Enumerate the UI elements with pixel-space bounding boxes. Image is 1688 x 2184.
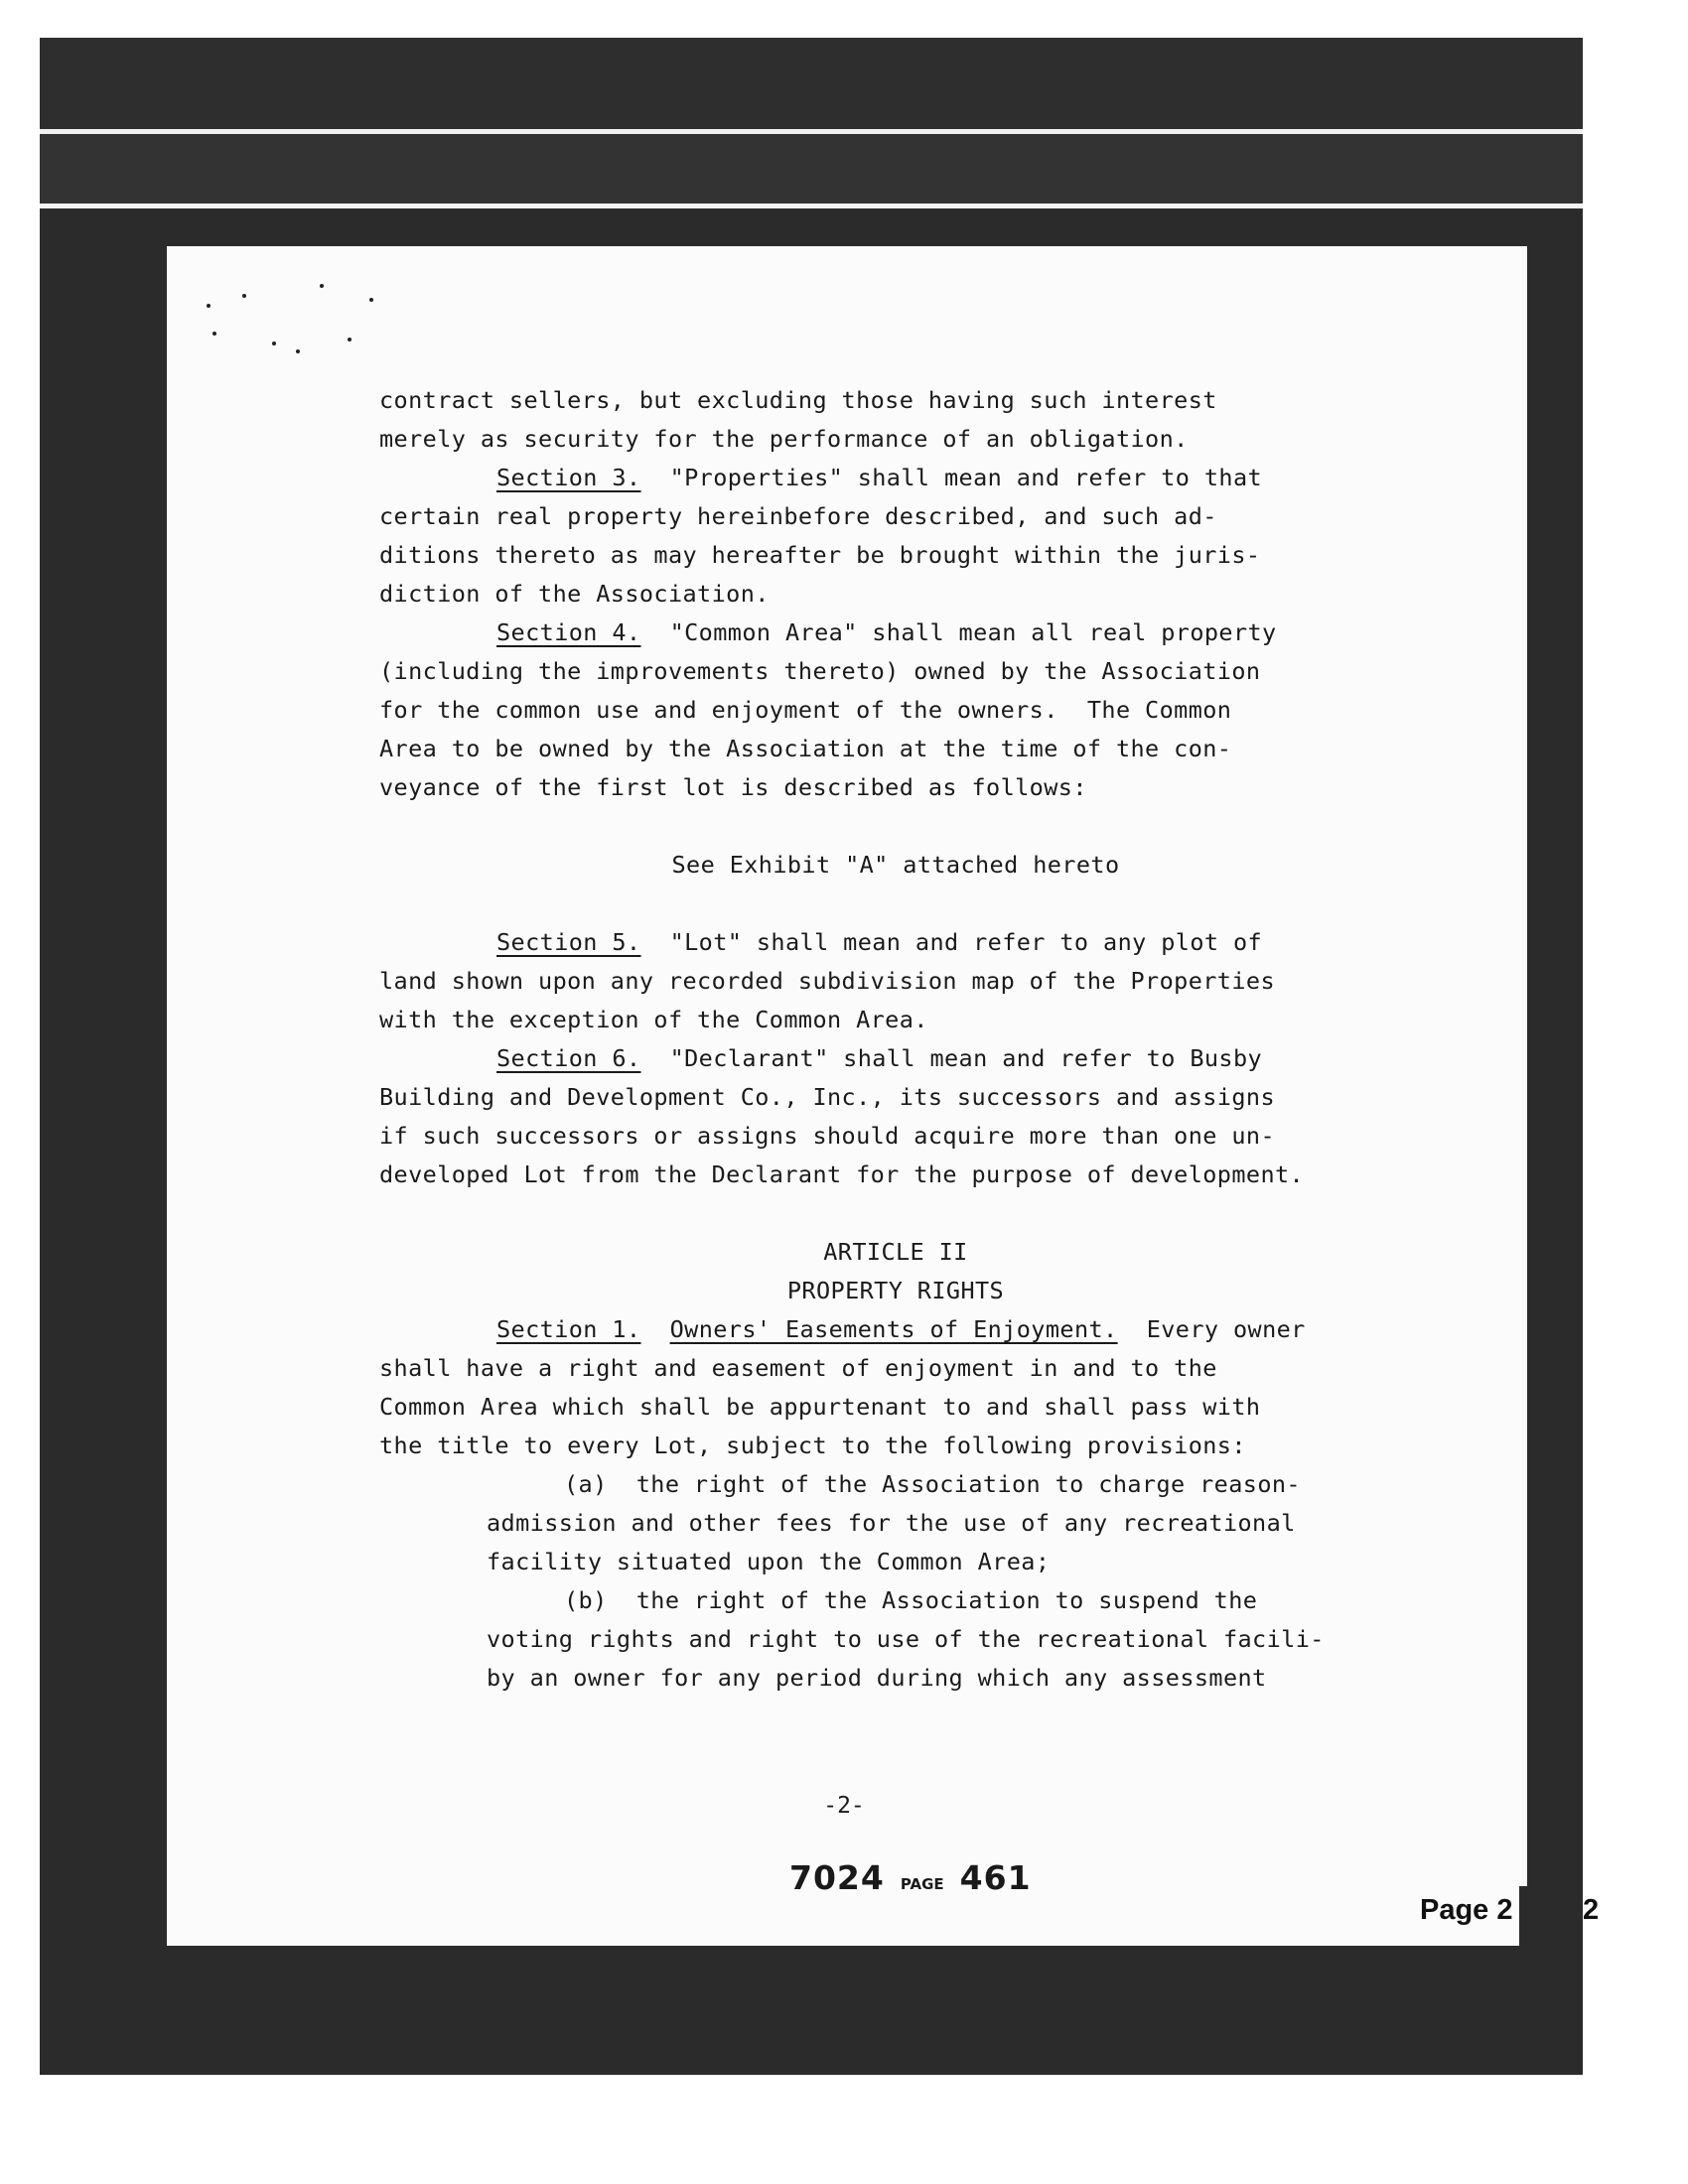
page-stamp-tail: 2 xyxy=(1583,1894,1600,1926)
article-title: PROPERTY RIGHTS xyxy=(786,1277,1005,1304)
book-page-reference xyxy=(789,1858,1032,1897)
scan-speckle xyxy=(207,304,211,308)
section-5 xyxy=(379,923,1412,962)
book-page-number: 461 xyxy=(959,1858,1032,1897)
text-line: land shown upon any recorded subdivision map of the Properties xyxy=(379,967,1275,995)
section-label: Section 3. xyxy=(496,464,641,491)
text-line: (including the improvements thereto) owned by the Association xyxy=(379,657,1261,685)
section-3 xyxy=(379,459,1412,497)
text-line: by an owner for any period during which any assessment xyxy=(487,1664,1267,1692)
section-label: Section 1. xyxy=(496,1315,641,1343)
text-line: shall have a right and easement of enjoyment in and to the xyxy=(379,1354,1217,1382)
text-line: veyance of the first lot is described as follows: xyxy=(379,773,1087,801)
provision-b: (b) the right of the Association to suspend the xyxy=(564,1586,1258,1614)
section-text: "Common Area" shall mean all real property xyxy=(640,618,1277,646)
text-line: facility situated upon the Common Area; xyxy=(487,1548,1051,1575)
text-line: with the exception of the Common Area. xyxy=(379,1006,928,1033)
text-line: for the common use and enjoyment of the owners. The Common xyxy=(379,696,1232,724)
text-line: the title to every Lot, subject to the following provisions: xyxy=(379,1432,1246,1459)
section-text: "Properties" shall mean and refer to that xyxy=(640,464,1263,491)
scan-speckle xyxy=(242,294,246,298)
book-page-word: PAGE xyxy=(900,1875,944,1893)
text-line: Building and Development Co., Inc., its successors and assigns xyxy=(379,1083,1275,1111)
text-line: Common Area which shall be appurtenant to and shall pass with xyxy=(379,1393,1261,1421)
scan-speckle xyxy=(296,349,300,353)
article-number: ARTICLE II xyxy=(823,1238,968,1266)
scan-speckle xyxy=(212,332,216,336)
section-label: Section 6. xyxy=(496,1044,641,1072)
text-line: if such successors or assigns should acquire more than one un- xyxy=(379,1122,1275,1150)
book-number: 7024 xyxy=(789,1858,885,1897)
text-line: admission and other fees for the use of any recreational xyxy=(487,1509,1296,1537)
article-2-section-1 xyxy=(379,1310,1412,1349)
text-line: developed Lot from the Declarant for the purpose of development. xyxy=(379,1160,1305,1188)
text-line: ditions thereto as may hereafter be brought within the juris- xyxy=(379,541,1261,569)
section-text: "Lot" shall mean and refer to any plot of xyxy=(640,928,1263,956)
section-6 xyxy=(379,1039,1412,1078)
section-label: Section 5. xyxy=(496,928,641,956)
scan-mask xyxy=(1519,1886,1579,1958)
text-line: merely as security for the performance of an obligation. xyxy=(379,425,1189,453)
scan-speckle xyxy=(348,338,352,341)
exhibit-reference: See Exhibit "A" attached hereto xyxy=(671,851,1120,879)
provision-a: (a) the right of the Association to charge reason- xyxy=(564,1470,1301,1498)
document-body xyxy=(379,381,1412,1698)
scan-speckle xyxy=(369,298,373,302)
scan-top-band xyxy=(40,134,1583,204)
scan-speckle xyxy=(320,284,324,288)
page-stamp: Page 2 xyxy=(1420,1894,1513,1926)
section-4 xyxy=(379,614,1412,652)
text-line: certain real property hereinbefore described, and such ad- xyxy=(379,502,1217,530)
page-number: -2- xyxy=(823,1793,865,1819)
scan-rule-line xyxy=(40,204,1583,208)
section-text: "Declarant" shall mean and refer to Busby xyxy=(640,1044,1263,1072)
text-line: voting rights and right to use of the recreational facili- xyxy=(487,1625,1325,1653)
scan-top-band xyxy=(40,38,1583,129)
text-line: diction of the Association. xyxy=(379,580,770,608)
text-line: contract sellers, but excluding those having such interest xyxy=(379,386,1217,414)
section-heading: Owners' Easements of Enjoyment. xyxy=(669,1315,1118,1343)
section-label: Section 4. xyxy=(496,618,641,646)
section-text: Every owner xyxy=(1117,1315,1306,1343)
scan-speckle xyxy=(272,341,276,345)
text-line: Area to be owned by the Association at the time of the con- xyxy=(379,735,1232,762)
